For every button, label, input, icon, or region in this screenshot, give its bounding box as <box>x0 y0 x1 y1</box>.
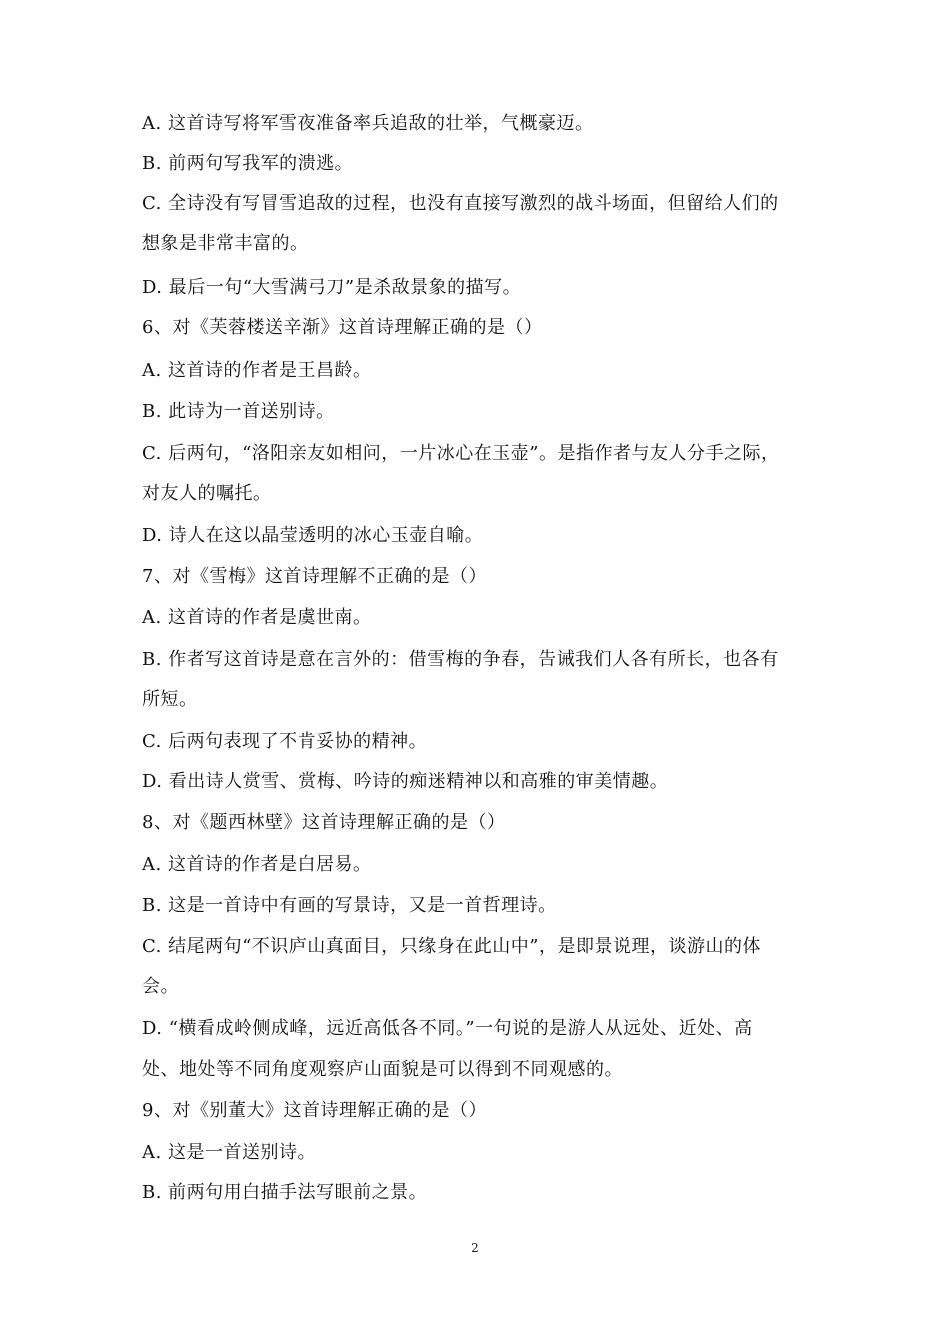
text-line: A. 这是一首送别诗。 <box>142 1142 316 1163</box>
question-heading: 7、对《雪梅》这首诗理解不正确的是（） <box>142 566 487 587</box>
question-heading: 6、对《芙蓉楼送辛渐》这首诗理解正确的是（） <box>142 317 543 338</box>
text-line: B. 这是一首诗中有画的写景诗，又是一首哲理诗。 <box>142 895 557 916</box>
text-line: B. 前两句用白描手法写眼前之景。 <box>142 1182 428 1203</box>
text-line: A. 这首诗的作者是王昌龄。 <box>142 360 372 381</box>
text-line: B. 作者写这首诗是意在言外的：借雪梅的争春，告诫我们人各有所长，也各有 <box>142 649 779 670</box>
page-number: 2 <box>471 1241 479 1255</box>
question-heading: 9、对《别董大》这首诗理解正确的是（） <box>142 1100 487 1121</box>
text-line: C. 后两句，“洛阳亲友如相问，一片冰心在玉壶”。是指作者与友人分手之际， <box>142 443 780 464</box>
text-line: A. 这首诗的作者是虞世南。 <box>142 607 372 628</box>
text-line: 想象是非常丰富的。 <box>142 233 309 254</box>
text-line: A. 这首诗写将军雪夜准备率兵追敌的壮举，气概豪迈。 <box>142 113 594 134</box>
text-line: 所短。 <box>142 689 198 710</box>
text-line: B. 此诗为一首送别诗。 <box>142 401 335 422</box>
text-line: 对友人的嘱托。 <box>142 483 272 504</box>
text-line: C. 结尾两句“不识庐山真面目，只缘身在此山中”，是即景说理，谈游山的体 <box>142 936 761 957</box>
text-line: D. 诗人在这以晶莹透明的冰心玉壶自喻。 <box>142 525 484 546</box>
question-heading: 8、对《题西林壁》这首诗理解正确的是（） <box>142 812 506 833</box>
text-line: D. “横看成岭侧成峰，远近高低各不同。”一句说的是游人从远处、近处、高 <box>142 1018 753 1039</box>
text-line: D. 最后一句“大雪满弓刀”是杀敌景象的描写。 <box>142 277 522 298</box>
text-line: B. 前两句写我军的溃逃。 <box>142 153 354 174</box>
text-line: C. 后两句表现了不肯妥协的精神。 <box>142 731 428 752</box>
text-line: 处、地处等不同角度观察庐山面貌是可以得到不同观感的。 <box>142 1059 623 1080</box>
text-line: D. 看出诗人赏雪、赏梅、吟诗的痴迷精神以和高雅的审美情趣。 <box>142 771 669 792</box>
text-line: 会。 <box>142 976 179 997</box>
text-line: A. 这首诗的作者是白居易。 <box>142 854 372 875</box>
text-line: C. 全诗没有写冒雪追敌的过程，也没有直接写激烈的战斗场面，但留给人们的 <box>142 193 779 214</box>
